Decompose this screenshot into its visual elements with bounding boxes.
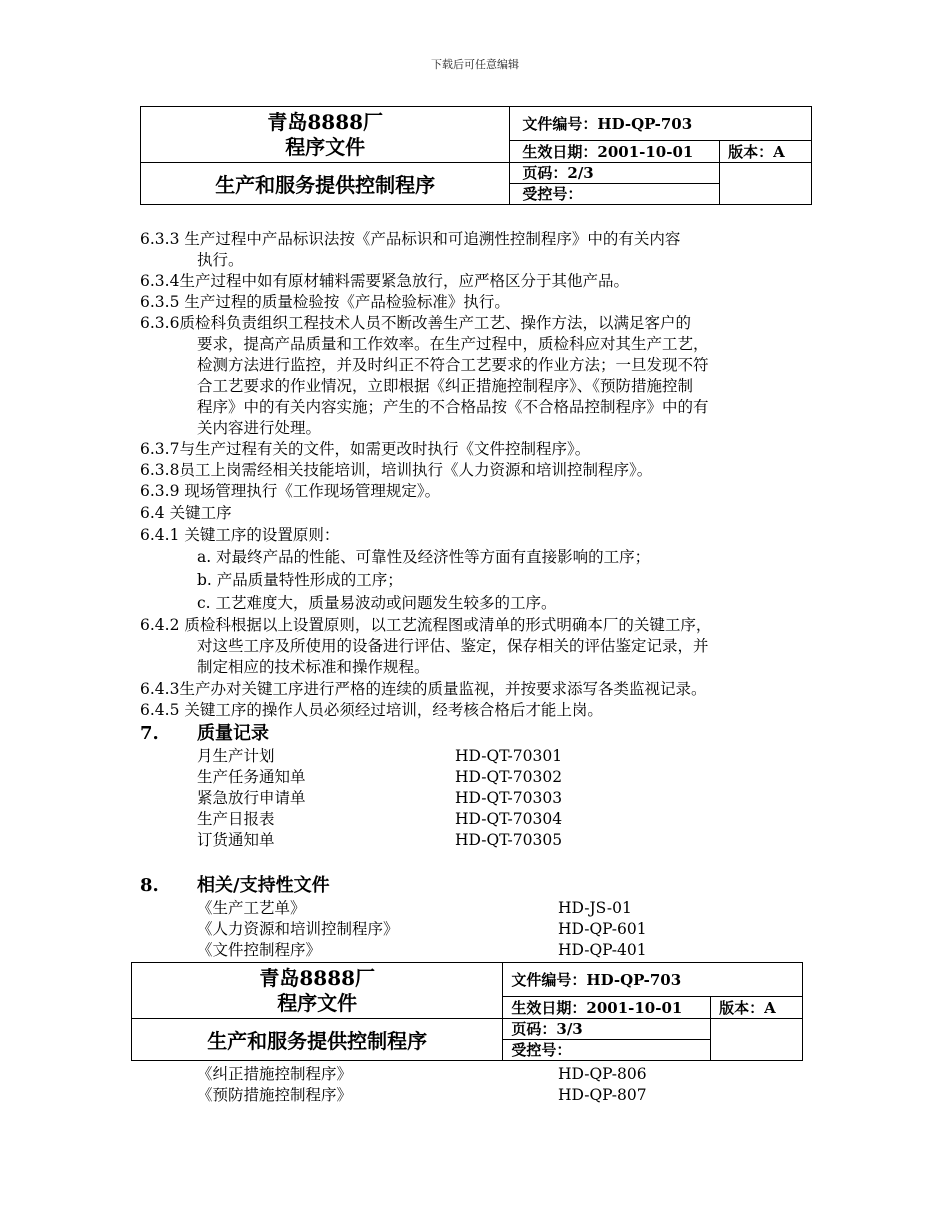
record-name: 紧急放行申请单 [197,789,306,807]
section-7-title: 质量记录 [197,723,269,744]
document-header-page-3 [131,962,803,1061]
doc-type: 程序文件 [285,134,366,159]
body-line: 制定相应的技术标准和操作规程。 [197,658,430,676]
doc-code: HD-QP-601 [558,920,647,938]
record-name: 订货通知单 [197,831,275,849]
body-line: 关内容进行处理。 [197,419,322,437]
clause-6-3-7: 6.3.7与生产过程有关的文件，如需更改时执行《文件控制程序》。 [140,440,591,458]
version: 版本：A [711,997,803,1019]
record-code: HD-QT-70303 [455,789,563,807]
clause-6-3-6: 6.3.6质检科负责组织工程技术人员不断改善生产工艺、操作方法，以满足客户的 [140,314,691,332]
section-7-number: 7. [140,723,159,744]
doc-name: 《预防措施控制程序》 [197,1086,353,1104]
record-code: HD-QT-70302 [455,768,563,786]
clause-6-4-5: 6.4.5 关键工序的操作人员必须经过培训，经考核合格后才能上岗。 [140,701,603,719]
body-line: 程序》中的有关内容实施；产生的不合格品按《不合格品控制程序》中的有 [197,398,709,416]
doc-number: 文件编号：HD-QP-703 [503,963,803,997]
controlled-number: 受控号： [510,184,720,205]
list-item-c: c. 工艺难度大，质量易波动或问题发生较多的工序。 [197,594,557,612]
clause-6-4-2: 6.4.2 质检科根据以上设置原则，以工艺流程图或清单的形式明确本厂的关键工序， [140,616,712,634]
page-number: 页码：2/3 [510,163,720,184]
body-line: 要求，提高产品质量和工作效率。在生产过程中，质检科应对其生产工艺， [197,335,709,353]
record-code: HD-QT-70305 [455,831,563,849]
blank-cell [720,163,812,205]
clause-6-3-3: 6.3.3 生产过程中产品标识法按《产品标识和可追溯性控制程序》中的有关内容 [140,230,681,248]
doc-title: 生产和服务提供控制程序 [132,1019,503,1061]
effective-date: 生效日期：2001-10-01 [503,997,711,1019]
doc-code: HD-QP-401 [558,941,647,959]
doc-type: 程序文件 [277,990,358,1015]
body-line: 检测方法进行监控，并及时纠正不符合工艺要求的作业方法；一旦发现不符 [197,356,709,374]
record-name: 月生产计划 [197,747,275,765]
record-code: HD-QT-70301 [455,747,563,765]
document-header-page-2 [140,106,812,205]
clause-6-4-3: 6.4.3生产办对关键工序进行严格的连续的质量监视，并按要求添写各类监视记录。 [140,680,707,698]
list-item-a: a. 对最终产品的性能、可靠性及经济性等方面有直接影响的工序； [197,548,651,566]
clause-6-3-9: 6.3.9 现场管理执行《工作现场管理规定》。 [140,482,441,500]
doc-name: 《纠正措施控制程序》 [197,1065,353,1083]
clause-6-3-4: 6.3.4生产过程中如有原材辅料需要紧急放行，应严格区分于其他产品。 [140,272,629,290]
effective-date: 生效日期：2001-10-01 [510,141,720,163]
doc-name: 《人力资源和培训控制程序》 [197,920,399,938]
doc-code: HD-QP-806 [558,1065,647,1083]
doc-name: 《文件控制程序》 [197,941,322,959]
section-8-number: 8. [140,875,159,896]
section-8-title: 相关/支持性文件 [197,875,330,896]
doc-name: 《生产工艺单》 [197,899,306,917]
company-name: 青岛8888厂 [259,965,376,990]
company-name: 青岛8888厂 [267,109,384,134]
body-line: 对这些工序及所使用的设备进行评估、鉴定，保存相关的评估鉴定记录，并 [197,637,709,655]
doc-title: 生产和服务提供控制程序 [141,163,510,205]
page-number: 页码：3/3 [503,1019,711,1040]
blank-cell [711,1019,803,1061]
controlled-number: 受控号： [503,1040,711,1061]
doc-code: HD-JS-01 [558,899,632,917]
list-item-b: b. 产品质量特性形成的工序； [197,571,403,589]
company-block [141,107,510,163]
body-line: 合工艺要求的作业情况，立即根据《纠正措施控制程序》、《预防措施控制 [197,377,694,395]
record-code: HD-QT-70304 [455,810,563,828]
watermark: 下载后可任意编辑 [431,58,519,71]
clause-6-4-1: 6.4.1 关键工序的设置原则： [140,526,340,544]
clause-6-3-5: 6.3.5 生产过程的质量检验按《产品检验标准》执行。 [140,293,510,311]
doc-number: 文件编号：HD-QP-703 [510,107,812,141]
record-name: 生产日报表 [197,810,275,828]
body-line: 执行。 [197,251,244,269]
clause-6-3-8: 6.3.8员工上岗需经相关技能培训，培训执行《人力资源和培训控制程序》。 [140,461,653,479]
company-block [132,963,503,1019]
clause-6-4: 6.4 关键工序 [140,504,232,522]
record-name: 生产任务通知单 [197,768,306,786]
version: 版本：A [720,141,812,163]
doc-code: HD-QP-807 [558,1086,647,1104]
